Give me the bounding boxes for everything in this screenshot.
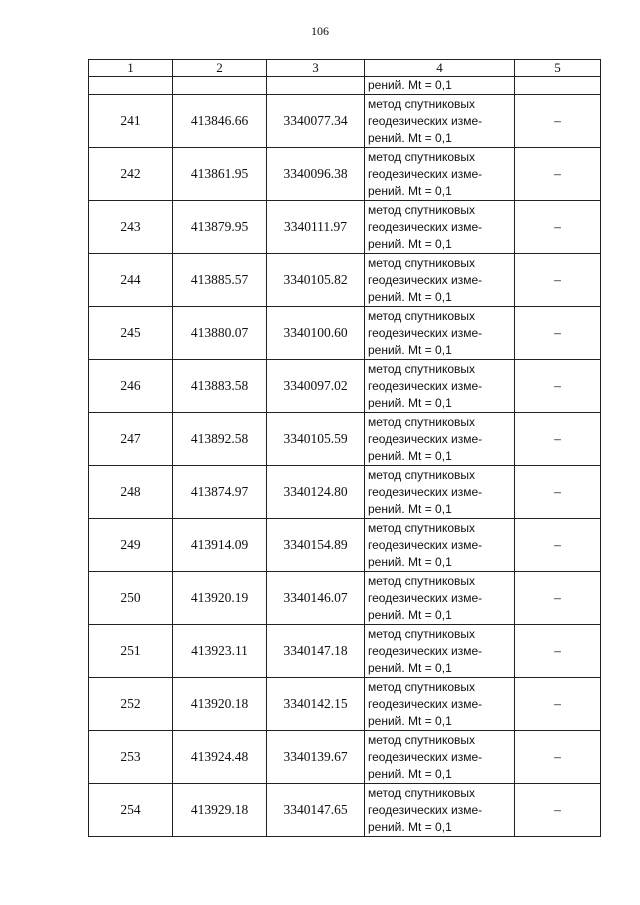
cell-note: – xyxy=(515,360,601,413)
cell-number: 244 xyxy=(89,254,173,307)
header-col-5: 5 xyxy=(515,60,601,77)
cell-method: метод спутниковых геодезических изме- рений. Mt = 0,1 xyxy=(365,413,515,466)
cell-number: 249 xyxy=(89,519,173,572)
cell-number: 248 xyxy=(89,466,173,519)
cell-x: 413880.07 xyxy=(173,307,267,360)
cell-y: 3340124.80 xyxy=(267,466,365,519)
cell-y: 3340105.82 xyxy=(267,254,365,307)
cell-method: метод спутниковых геодезических изме- рений. Mt = 0,1 xyxy=(365,148,515,201)
cell-number: 247 xyxy=(89,413,173,466)
table-row xyxy=(89,413,601,466)
cell-note: – xyxy=(515,95,601,148)
table-row xyxy=(89,572,601,625)
cell-note xyxy=(515,77,601,95)
page-number: 106 xyxy=(311,24,329,38)
cell-x: 413874.97 xyxy=(173,466,267,519)
cell-y: 3340111.97 xyxy=(267,201,365,254)
cell-y: 3340147.18 xyxy=(267,625,365,678)
cell-y xyxy=(267,77,365,95)
cell-note: – xyxy=(515,413,601,466)
cell-number: 243 xyxy=(89,201,173,254)
cell-method: метод спутниковых геодезических изме- рений. Mt = 0,1 xyxy=(365,254,515,307)
cell-note: – xyxy=(515,466,601,519)
cell-x: 413924.48 xyxy=(173,731,267,784)
cell-method: метод спутниковых геодезических изме- рений. Mt = 0,1 xyxy=(365,519,515,572)
table-row xyxy=(89,307,601,360)
cell-method: метод спутниковых геодезических изме- рений. Mt = 0,1 xyxy=(365,678,515,731)
cell-number: 241 xyxy=(89,95,173,148)
cell-y: 3340139.67 xyxy=(267,731,365,784)
coordinates-table xyxy=(88,59,601,837)
table-row xyxy=(89,625,601,678)
table-row xyxy=(89,784,601,837)
table-row xyxy=(89,519,601,572)
cell-number: 246 xyxy=(89,360,173,413)
table-row xyxy=(89,95,601,148)
cell-y: 3340100.60 xyxy=(267,307,365,360)
cell-x: 413883.58 xyxy=(173,360,267,413)
cell-method: метод спутниковых геодезических изме- рений. Mt = 0,1 xyxy=(365,95,515,148)
cell-y: 3340097.02 xyxy=(267,360,365,413)
header-col-3: 3 xyxy=(267,60,365,77)
cell-note: – xyxy=(515,519,601,572)
cell-method: метод спутниковых геодезических изме- рений. Mt = 0,1 xyxy=(365,625,515,678)
cell-note: – xyxy=(515,625,601,678)
cell-x: 413920.18 xyxy=(173,678,267,731)
header-col-2: 2 xyxy=(173,60,267,77)
cell-number: 252 xyxy=(89,678,173,731)
cell-note: – xyxy=(515,784,601,837)
cell-number: 251 xyxy=(89,625,173,678)
cell-x: 413861.95 xyxy=(173,148,267,201)
cell-note: – xyxy=(515,307,601,360)
cell-x: 413885.57 xyxy=(173,254,267,307)
table-row xyxy=(89,731,601,784)
cell-y: 3340096.38 xyxy=(267,148,365,201)
table-row xyxy=(89,148,601,201)
cell-note: – xyxy=(515,254,601,307)
header-col-4: 4 xyxy=(365,60,515,77)
cell-note: – xyxy=(515,731,601,784)
cell-y: 3340146.07 xyxy=(267,572,365,625)
cell-number: 253 xyxy=(89,731,173,784)
cell-x: 413929.18 xyxy=(173,784,267,837)
cell-method: метод спутниковых геодезических изме- рений. Mt = 0,1 xyxy=(365,307,515,360)
cell-y: 3340147.65 xyxy=(267,784,365,837)
cell-number: 250 xyxy=(89,572,173,625)
cell-y: 3340154.89 xyxy=(267,519,365,572)
cell-method: метод спутниковых геодезических изме- рений. Mt = 0,1 xyxy=(365,360,515,413)
cell-note: – xyxy=(515,201,601,254)
cell-note: – xyxy=(515,572,601,625)
cell-y: 3340142.15 xyxy=(267,678,365,731)
cell-method: рений. Mt = 0,1 xyxy=(365,77,515,95)
cell-y: 3340077.34 xyxy=(267,95,365,148)
cell-x: 413879.95 xyxy=(173,201,267,254)
table-row xyxy=(89,254,601,307)
header-row xyxy=(89,60,601,77)
cell-note: – xyxy=(515,678,601,731)
cell-number: 245 xyxy=(89,307,173,360)
cell-number: 254 xyxy=(89,784,173,837)
cell-method: метод спутниковых геодезических изме- рений. Mt = 0,1 xyxy=(365,731,515,784)
table-row xyxy=(89,201,601,254)
table-row xyxy=(89,360,601,413)
cell-x xyxy=(173,77,267,95)
cell-x: 413914.09 xyxy=(173,519,267,572)
cell-note: – xyxy=(515,148,601,201)
cell-method: метод спутниковых геодезических изме- рений. Mt = 0,1 xyxy=(365,572,515,625)
table-row xyxy=(89,466,601,519)
cell-method: метод спутниковых геодезических изме- рений. Mt = 0,1 xyxy=(365,466,515,519)
cell-y: 3340105.59 xyxy=(267,413,365,466)
cell-x: 413846.66 xyxy=(173,95,267,148)
cell-x: 413920.19 xyxy=(173,572,267,625)
cell-x: 413923.11 xyxy=(173,625,267,678)
cell-number xyxy=(89,77,173,95)
cell-method: метод спутниковых геодезических изме- рений. Mt = 0,1 xyxy=(365,784,515,837)
continuation-row xyxy=(89,77,601,95)
cell-number: 242 xyxy=(89,148,173,201)
cell-method: метод спутниковых геодезических изме- рений. Mt = 0,1 xyxy=(365,201,515,254)
table-row xyxy=(89,678,601,731)
header-col-1: 1 xyxy=(89,60,173,77)
cell-x: 413892.58 xyxy=(173,413,267,466)
